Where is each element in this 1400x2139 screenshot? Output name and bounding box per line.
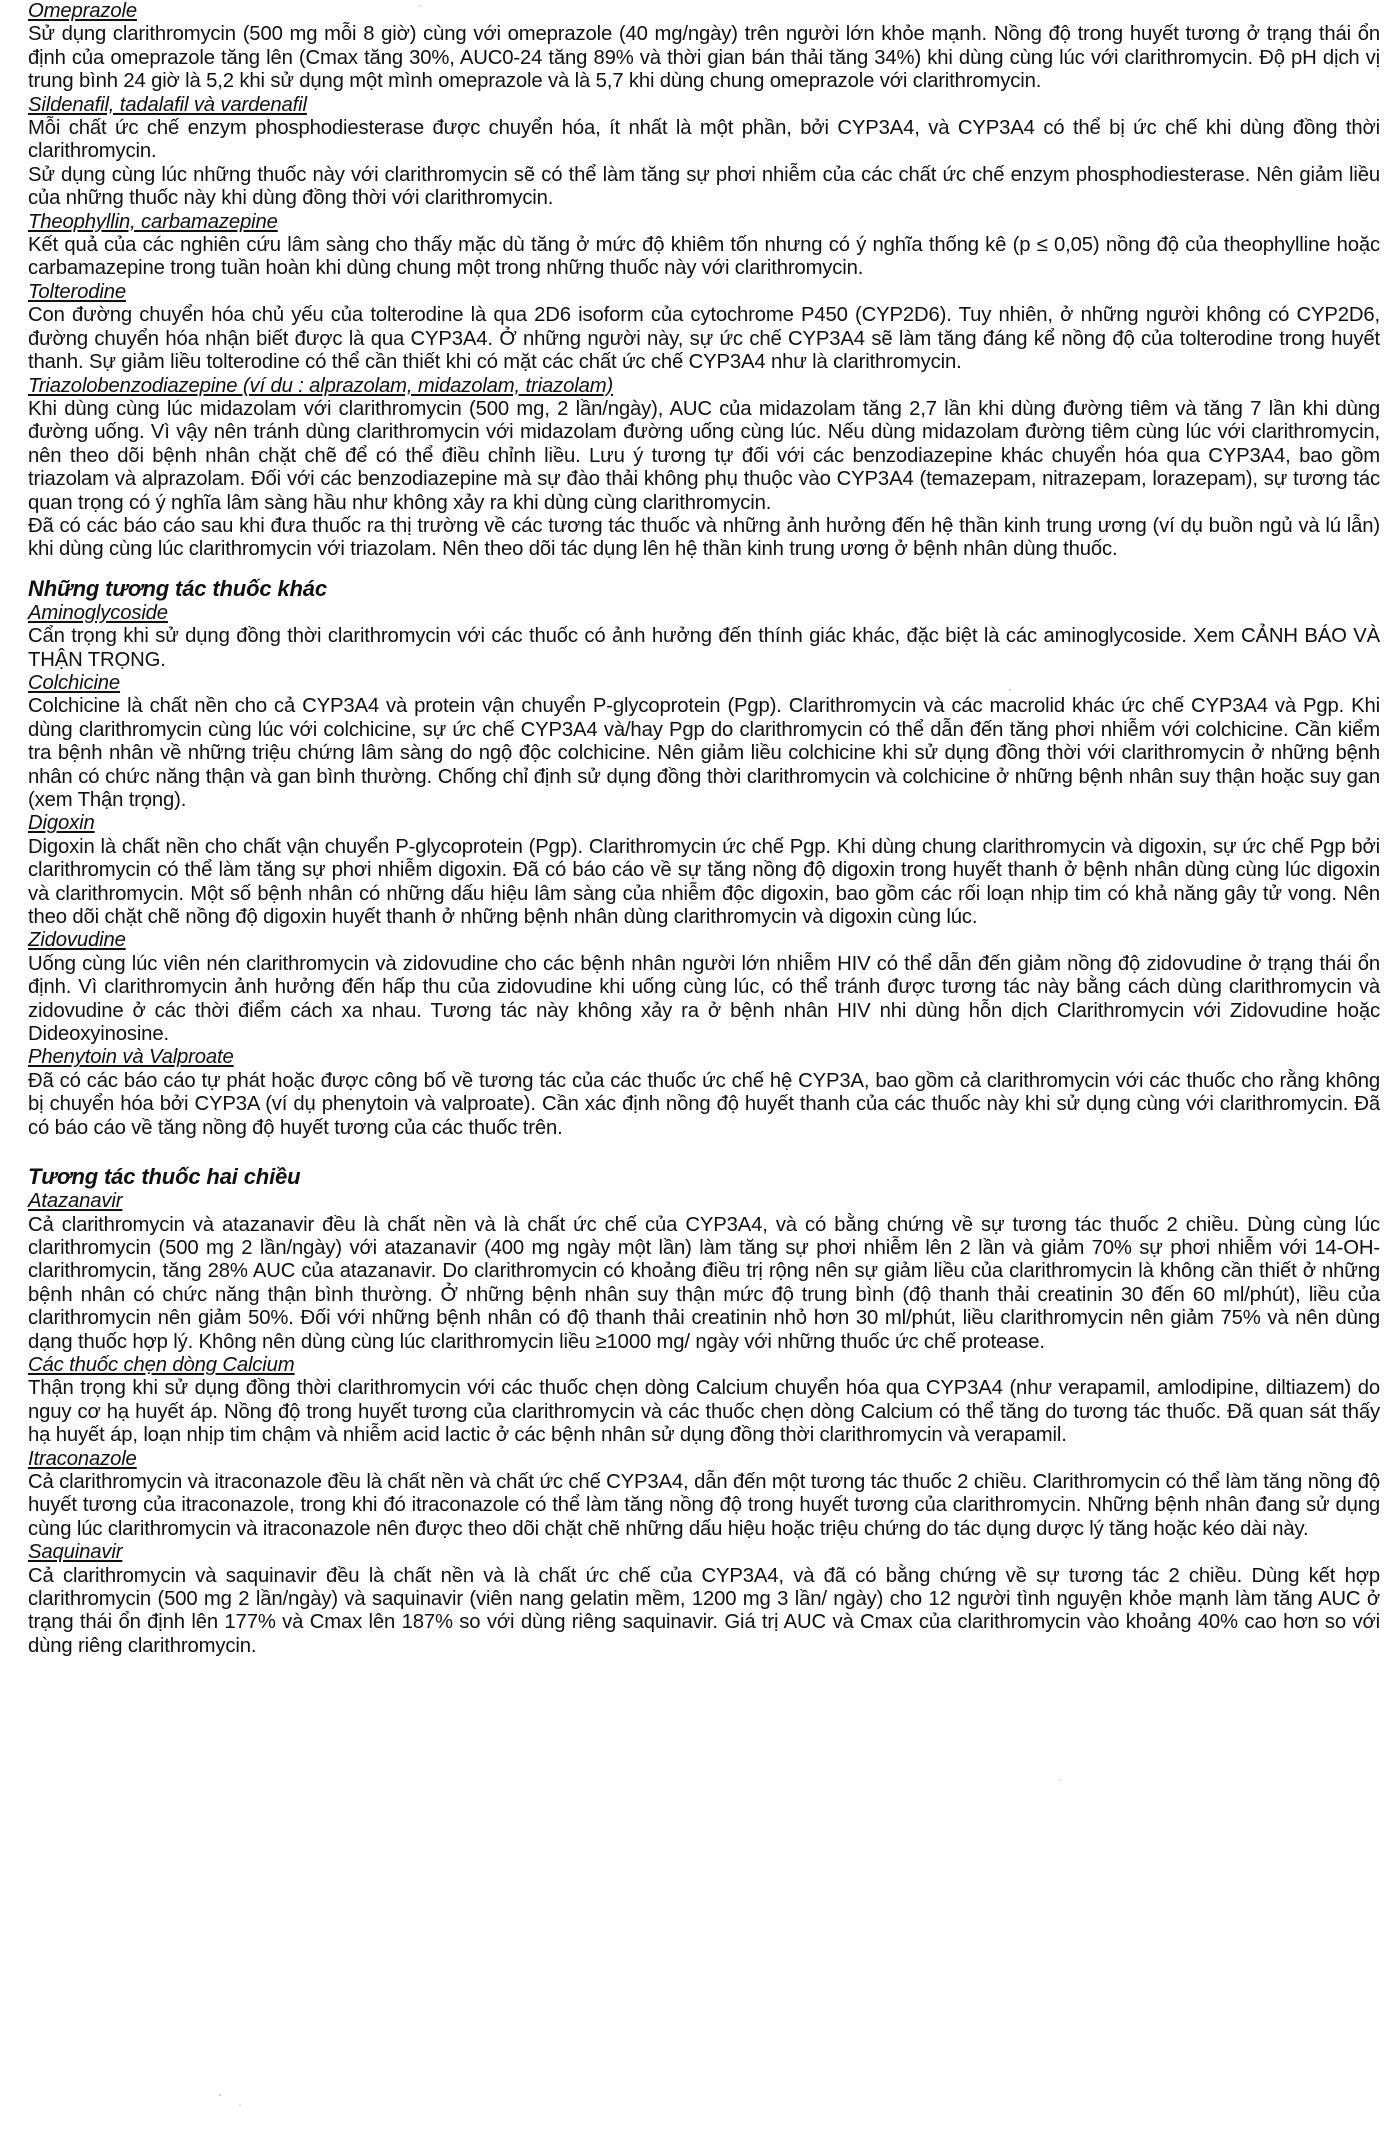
interaction-section: [28, 375, 1380, 562]
section-paragraph: Digoxin là chất nền cho chất vận chuyển P-glycoprotein (Pgp). Clarithromycin ức chế Pgp. Khi dùng chung clarithromycin và digoxin, sự ức chế Pgp bởi clarithromycin có thể làm tăng sự phơi nhiễm digoxin. Đã có báo cáo về sự tăng nồng độ digoxin trong huyết thanh ở bệnh nhân dùng cùng lúc digoxin và clarithromycin. Một số bệnh nhân có những dấu hiệu lâm sàng của nhiễm độc digoxin, bao gồm các rối loạn nhịp tim có khả năng gây tử vong. Nên theo dõi chặt chẽ nồng độ digoxin huyết thanh ở những bệnh nhân dùng clarithromycin và digoxin cùng lúc.: [28, 835, 1380, 929]
section-heading: Sildenafil, tadalafil và vardenafil: [28, 93, 307, 116]
section-heading: Atazanavir: [28, 1190, 123, 1213]
section-heading: Phenytoin và Valproate: [28, 1046, 234, 1069]
interaction-section: [28, 672, 1380, 812]
section-paragraph: Colchicine là chất nền cho cả CYP3A4 và protein vận chuyển P-glycoprotein (Pgp). Clarithromycin và các macrolid khác ức chế CYP3A4 và Pgp. Khi dùng clarithromycin cùng lúc với colchicine, sự ức chế CYP3A4 và/hay Pgp do clarithromycin có thể dẫn đến tăng phơi nhiễm với colchicine. Cần kiểm tra bệnh nhân về những triệu chứng lâm sàng do ngộ độc colchicine. Nên giảm liều colchicine khi sử dụng đồng thời với clarithromycin ở những bệnh nhân có chức năng thận và gan bình thường. Chống chỉ định sử dụng đồng thời clarithromycin và colchicine ở những bệnh nhân suy thận hoặc suy gan (xem Thận trọng).: [28, 695, 1380, 811]
section-heading: Saquinavir: [28, 1541, 123, 1564]
section-paragraph: Sử dụng cùng lúc những thuốc này với clarithromycin sẽ có thể làm tăng sự phơi nhiễm của các chất ức chế enzym phosphodiesterase. Nên giảm liều của những thuốc này khi dùng đồng thời với clarithromycin.: [28, 163, 1380, 210]
interaction-group: [28, 0, 1380, 562]
interaction-group-two-way: [28, 1190, 1380, 1658]
interaction-section: [28, 281, 1380, 375]
section-paragraph: Cả clarithromycin và itraconazole đều là chất nền và chất ức chế CYP3A4, dẫn đến một tương tác thuốc 2 chiều. Clarithromycin có thể làm tăng nồng độ huyết tương của itraconazole, trong khi đó itraconazole có thể làm tăng nồng độ trong huyết tương của clarithromycin. Những bệnh nhân đang sử dụng cùng lúc clarithromycin và itraconazole nên được theo dõi chặt chẽ những dấu hiệu hoặc triệu chứng do tác dụng dược lý tăng hoặc kéo dài này.: [28, 1470, 1380, 1540]
interaction-group-other: [28, 602, 1380, 1140]
interaction-section: [28, 602, 1380, 672]
interaction-section: [28, 929, 1380, 1046]
section-paragraph: Khi dùng cùng lúc midazolam với clarithromycin (500 mg, 2 lần/ngày), AUC của midazolam tăng 2,7 lần khi dùng đường tiêm và tăng 7 lần khi dùng đường uống. Vì vậy nên tránh dùng clarithromycin với midazolam đường uống cùng lúc. Nếu dùng midazolam đường tiêm cùng lúc với clarithromycin, nên theo dõi bệnh nhân chặt chẽ để có thể điều chỉnh liều. Lưu ý tương tự đối với các benzodiazepine khác chuyển hóa qua CYP3A4, bao gồm triazolam và alprazolam. Đối với các benzodiazepine mà sự đào thải không phụ thuộc vào CYP3A4 (temazepam, nitrazepam, lorazepam), sự tương tác quan trọng có ý nghĩa lâm sàng hầu như không xảy ra khi dùng cùng clarithromycin.: [28, 397, 1380, 514]
section-heading: Theophyllin, carbamazepine: [28, 210, 278, 233]
section-paragraph: Thận trọng khi sử dụng đồng thời clarithromycin với các thuốc chẹn dòng Calcium chuyển hóa qua CYP3A4 (như verapamil, amlodipine, diltiazem) do nguy cơ hạ huyết áp. Nồng độ trong huyết tương của clarithromycin và các thuốc chẹn dòng Calcium có thể tăng do tương tác thuốc. Đã quan sát thấy hạ huyết áp, loạn nhịp tim chậm và nhiễm acid lactic ở các bệnh nhân sử dụng đồng thời clarithromycin và verapamil.: [28, 1377, 1380, 1447]
interaction-section: [28, 812, 1380, 929]
section-paragraph: Cả clarithromycin và saquinavir đều là chất nền và là chất ức chế của CYP3A4, và đã có bằng chứng về sự tương tác 2 chiều. Dùng kết hợp clarithromycin (500 mg 2 lần/ngày) và saquinavir (viên nang gelatin mềm, 1200 mg 3 lần/ ngày) cho 12 người tình nguyện khỏe mạnh làm tăng AUC ở trạng thái ổn định lên 177% và Cmax lên 187% so với dùng riêng saquinavir. Giá trị AUC và Cmax của clarithromycin vào khoảng 40% cao hơn so với dùng riêng clarithromycin.: [28, 1564, 1380, 1657]
section-paragraph: Cẩn trọng khi sử dụng đồng thời clarithromycin với các thuốc có ảnh hưởng đến thính giác khác, đặc biệt là các aminoglycoside. Xem CẢNH BÁO VÀ THẬN TRỌNG.: [28, 625, 1380, 671]
interaction-section: [28, 1354, 1380, 1448]
section-heading: Itraconazole: [28, 1447, 137, 1470]
section-heading: Triazolobenzodiazepine (ví du : alprazolam, midazolam, triazolam): [28, 374, 614, 397]
section-paragraph: Kết quả của các nghiên cứu lâm sàng cho thấy mặc dù tăng ở mức độ khiêm tốn nhưng có ý nghĩa thống kê (p ≤ 0,05) nồng độ của theophylline hoặc carbamazepine trong tuần hoàn khi dùng chung một trong những thuốc này với clarithromycin.: [28, 234, 1380, 280]
document-page: [28, 0, 1380, 1658]
interaction-section: [28, 1046, 1380, 1140]
section-heading: Omeprazole: [28, 0, 137, 22]
section-paragraph: Cả clarithromycin và atazanavir đều là chất nền và là chất ức chế của CYP3A4, và có bằng chứng về sự tương tác thuốc 2 chiều. Dùng cùng lúc clarithromycin (500 mg 2 lần/ngày) với atazanavir (400 mg ngày một lần) làm tăng sự phơi nhiễm lên 2 lần và giảm 70% sự phơi nhiễm với 14-OH-clarithromycin, tăng 28% AUC của atazanavir. Do clarithromycin có khoảng điều trị rộng nên sự giảm liều của clarithromycin là không cần thiết ở những bệnh nhân có chức năng thận bình thường. Ở những bệnh nhân suy thận mức độ trung bình (độ thanh thải creatinin 30 đến 60 ml/phút), liều của clarithromycin nên giảm 50%. Đối với những bệnh nhân có độ thanh thải creatinin nhỏ hơn 30 ml/phút, liều clarithromycin nên giảm 75% và nên dùng dạng thuốc hợp lý. Không nên dùng cùng lúc clarithromycin liều ≥1000 mg/ ngày với những thuốc ức chế protease.: [28, 1213, 1380, 1353]
section-paragraph: Sử dụng clarithromycin (500 mg mỗi 8 giờ) cùng với omeprazole (40 mg/ngày) trên người lớn khỏe mạnh. Nồng độ trong huyết tương ở trạng thái ổn định của omeprazole tăng lên (Cmax tăng 30%, AUC0-24 tăng 89% và thời gian bán thải tăng 34%) khi dùng cùng lúc với clarithromycin. Độ pH dịch vị trung bình 24 giờ là 5,2 khi sử dụng một mình omeprazole và là 5,7 khi dùng chung omeprazole với clarithromycin.: [28, 23, 1380, 93]
interaction-section: [28, 94, 1380, 211]
section-heading: Aminoglycoside: [28, 601, 168, 624]
section-paragraph: Uống cùng lúc viên nén clarithromycin và zidovudine cho các bệnh nhân người lớn nhiễm HIV có thể dẫn đến giảm nồng độ zidovudine ở trạng thái ổn định. Vì clarithromycin ảnh hưởng đến hấp thu của zidovudine khi uống cùng lúc, có thể tránh được tương tác này bằng cách dùng clarithromycin và zidovudine ở các thời điểm cách xa nhau. Tương tác này không xảy ra ở bệnh nhân HIV nhi dùng hỗn dịch Clarithromycin với Zidovudine hoặc Dideoxyinosine.: [28, 952, 1380, 1046]
section-heading: Tolterodine: [28, 280, 126, 303]
section-heading: Zidovudine: [28, 929, 126, 952]
section-paragraph: Đã có các báo cáo tự phát hoặc được công bố về tương tác của các thuốc ức chế hệ CYP3A, bao gồm cả clarithromycin với các thuốc cho rằng không bị chuyển hóa bởi CYP3A (ví dụ phenytoin và valproate). Cần xác định nồng độ huyết thanh của các thuốc này khi sử dụng cùng với clarithromycin. Đã có báo cáo về tăng nồng độ huyết tương của các thuốc trên.: [28, 1069, 1380, 1139]
interaction-section: [28, 1541, 1380, 1658]
section-heading: Các thuốc chẹn dòng Calcium: [28, 1353, 295, 1376]
section-paragraph: Con đường chuyển hóa chủ yếu của tolterodine là qua 2D6 isoform của cytochrome P450 (CYP2D6). Tuy nhiên, ở những người không có CYP2D6, đường chuyển hóa nhận biết được là qua CYP3A4. Ở những người này, sự ức chế CYP3A4 sẽ làm tăng đáng kể nồng độ của tolterodine trong huyết thanh. Sự giảm liều tolterodine có thể cần thiết khi có mặt các chất ức chế CYP3A4 như là clarithromycin.: [28, 304, 1380, 374]
interaction-section: [28, 0, 1380, 94]
interaction-section: [28, 211, 1380, 281]
section-title-two-way-interactions: Tương tác thuốc hai chiều: [28, 1164, 301, 1190]
interaction-section: [28, 1448, 1380, 1542]
section-heading: Digoxin: [28, 812, 95, 835]
section-paragraph: Đã có các báo cáo sau khi đưa thuốc ra thị trường về các tương tác thuốc và những ảnh hưởng đến hệ thần kinh trung ương (ví dụ buồn ngủ và lú lẫn) khi dùng cùng lúc clarithromycin với triazolam. Nên theo dõi tác dụng lên hệ thần kinh trung ương ở bệnh nhân dùng thuốc.: [28, 514, 1380, 561]
section-paragraph: Mỗi chất ức chế enzym phosphodiesterase được chuyển hóa, ít nhất là một phần, bởi CYP3A4, và CYP3A4 có thể bị ức chế khi dùng đồng thời clarithromycin.: [28, 117, 1380, 163]
section-title-other-interactions: Những tương tác thuốc khác: [28, 575, 327, 601]
interaction-section: [28, 1190, 1380, 1354]
section-heading: Colchicine: [28, 671, 121, 694]
